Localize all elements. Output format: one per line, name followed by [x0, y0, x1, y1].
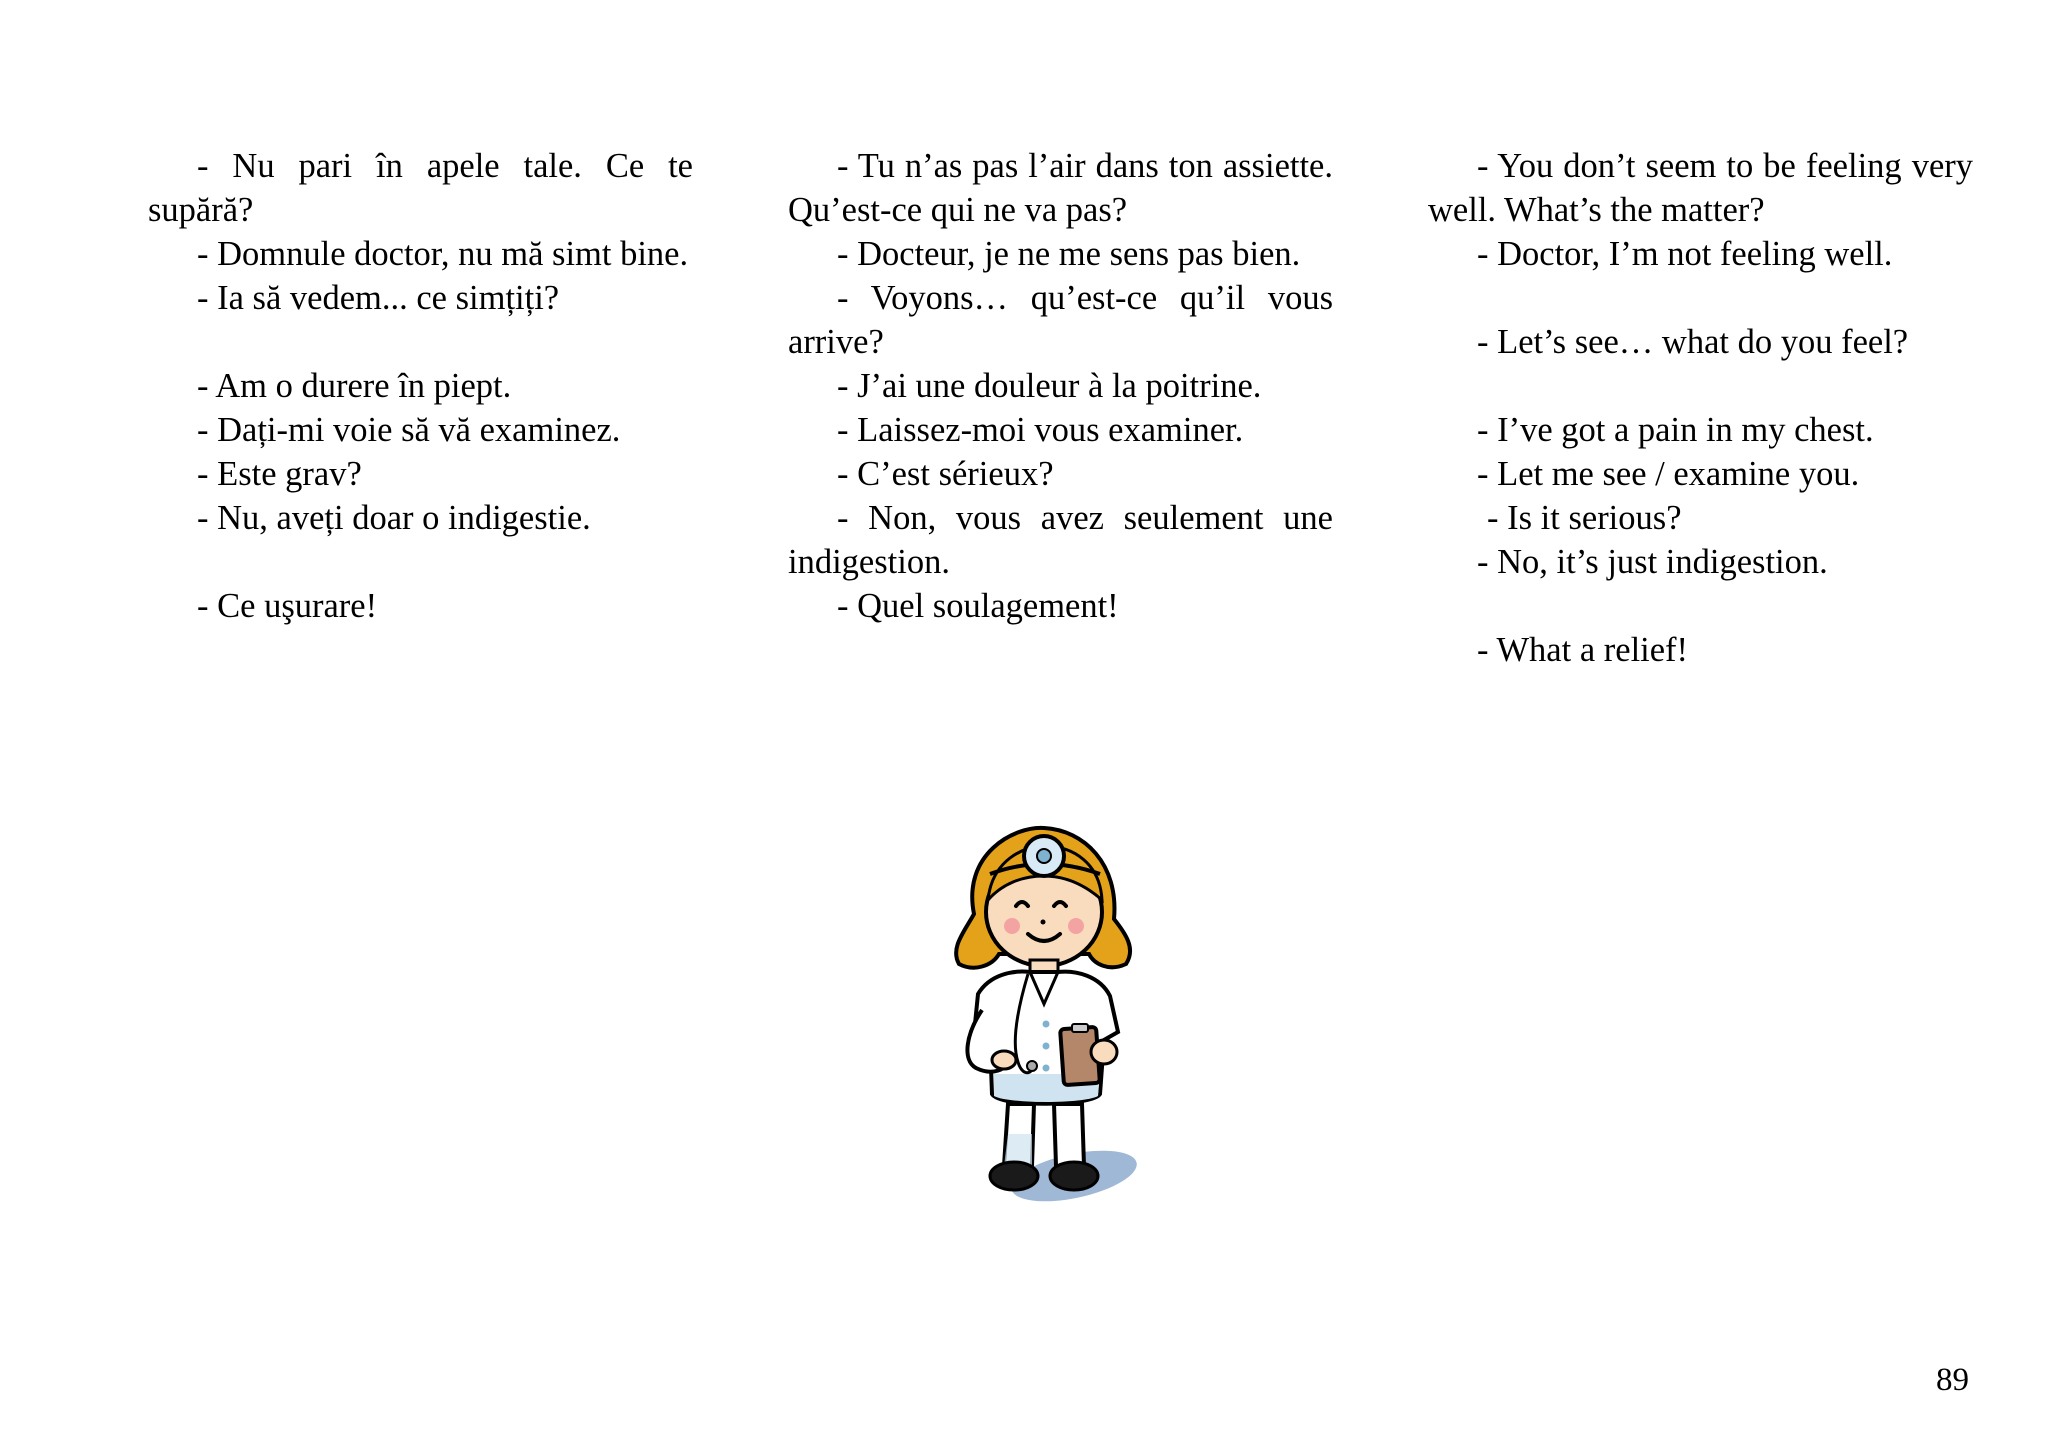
dialogue-line: - J’ai une douleur à la poitrine. — [837, 367, 1262, 405]
dialogue-line: - Este grav? — [197, 455, 362, 493]
left-cheek — [1004, 918, 1020, 934]
doctor-illustration — [904, 814, 1164, 1224]
page-number: 89 — [1936, 1362, 1969, 1398]
blank-line — [1428, 276, 1973, 320]
dialogue-line: - What a relief! — [1477, 631, 1689, 669]
blank-line — [1428, 364, 1973, 408]
blank-line — [1428, 584, 1973, 628]
right-cheek — [1068, 918, 1084, 934]
blank-line — [148, 540, 693, 584]
left-hand — [992, 1051, 1016, 1069]
dialogue-line: - Nu, aveți doar o indigestie. — [197, 499, 591, 537]
right-leg — [1054, 1104, 1084, 1166]
dialogue-line: - Dați-mi voie să vă examinez. — [197, 411, 621, 449]
dialogue-line: - Let me see / examine you. — [1477, 455, 1860, 493]
dialogue-line: - I’ve got a pain in my chest. — [1477, 411, 1874, 449]
dialogue-line: - You don’t seem to be feeling very well. What’s the matter? — [1428, 147, 1973, 229]
dialogue-line: - C’est sérieux? — [837, 455, 1054, 493]
dialogue-line: - Non, vous avez seulement une indigestion. — [788, 499, 1333, 581]
blank-line — [148, 320, 693, 364]
right-shoe — [1050, 1162, 1098, 1190]
dialogue-line: - Let’s see… what do you feel? — [1477, 323, 1909, 361]
dialogue-line: - Nu pari în apele tale. Ce te supără? — [148, 147, 693, 229]
dialogue-line: - Laissez-moi vous examiner. — [837, 411, 1244, 449]
right-hand — [1091, 1040, 1117, 1064]
dialogue-line: - Am o durere în piept. — [197, 367, 512, 405]
doctor-icon — [904, 814, 1164, 1224]
dialogue-line: - Docteur, je ne me sens pas bien. — [837, 235, 1301, 273]
dialogue-line: - Domnule doctor, nu mă simt bine. — [197, 235, 689, 273]
dialogue-line: - Quel soulagement! — [837, 587, 1119, 625]
dialogue-line: - Ce uşurare! — [197, 587, 378, 625]
dialogue-line: - Doctor, I’m not feeling well. — [1477, 235, 1893, 273]
dialogue-line: - Voyons… qu’est-ce qu’il vous arrive? — [788, 279, 1333, 361]
dialogue-line: - Is it serious? — [1487, 499, 1682, 537]
dialogue-line: - Tu n’as pas l’air dans ton assiette. Qu’est-ce qui ne va pas? — [788, 147, 1333, 229]
left-shoe — [990, 1162, 1038, 1190]
romanian-column — [148, 144, 693, 628]
dialogue-line: - No, it’s just indigestion. — [1477, 543, 1828, 581]
dialogue-line: - Ia să vedem... ce simțiți? — [197, 279, 560, 317]
french-column — [788, 144, 1333, 628]
english-column — [1428, 144, 1973, 672]
